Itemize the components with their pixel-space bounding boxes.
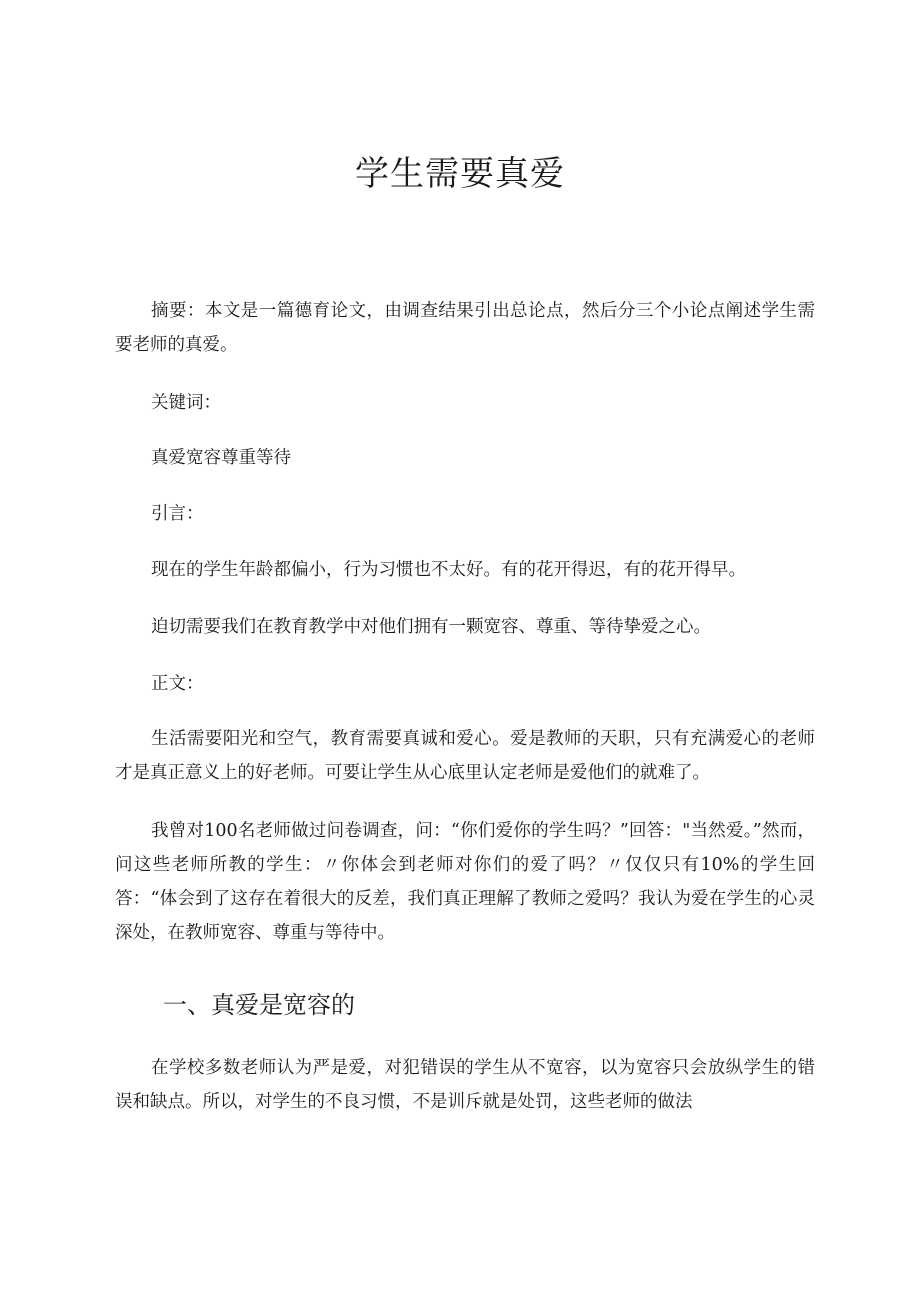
body-paragraph-2: 我曾对100名老师做过问卷调查，问：“你们爱你的学生吗？”回答："当然爱。”然而，问这些老师所教的学生：〃你体会到老师对你们的爱了吗？〃仅仅只有10%的学生回答：“体会到了这存在着很大的反差，我们真正理解了教师之爱吗？我认为爱在学生的心灵深处，在教师宽容、尊重与等待中。 <box>115 821 815 943</box>
document-title: 学生需要真爱 <box>355 154 565 194</box>
keywords-text: 真爱宽容尊重等待 <box>151 448 291 468</box>
intro-paragraph-2: 迫切需要我们在教育教学中对他们拥有一颗宽容、尊重、等待挚爱之心。 <box>151 617 711 637</box>
body-label: 正文： <box>151 674 204 694</box>
abstract-paragraph: 摘要：本文是一篇德育论文，由调查结果引出总论点，然后分三个小论点阐述学生需要老师的真爱。 <box>115 301 815 355</box>
section-heading-1: 一、真爱是宽容的 <box>163 991 355 1019</box>
intro-paragraph-1: 现在的学生年龄都偏小，行为习惯也不太好。有的花开得迟，有的花开得早。 <box>151 560 746 580</box>
body-paragraph-1: 生活需要阳光和空气，教育需要真诚和爱心。爱是教师的天职，只有充满爱心的老师才是真正意义上的好老师。可要让学生从心底里认定老师是爱他们的就难了。 <box>115 729 815 783</box>
keywords-label: 关键词： <box>151 393 221 413</box>
intro-label: 引言： <box>151 504 204 524</box>
section-1-paragraph-1: 在学校多数老师认为严是爱，对犯错误的学生从不宽容，以为宽容只会放纵学生的错误和缺点。所以，对学生的不良习惯，不是训斥就是处罚，这些老师的做法 <box>115 1058 815 1112</box>
